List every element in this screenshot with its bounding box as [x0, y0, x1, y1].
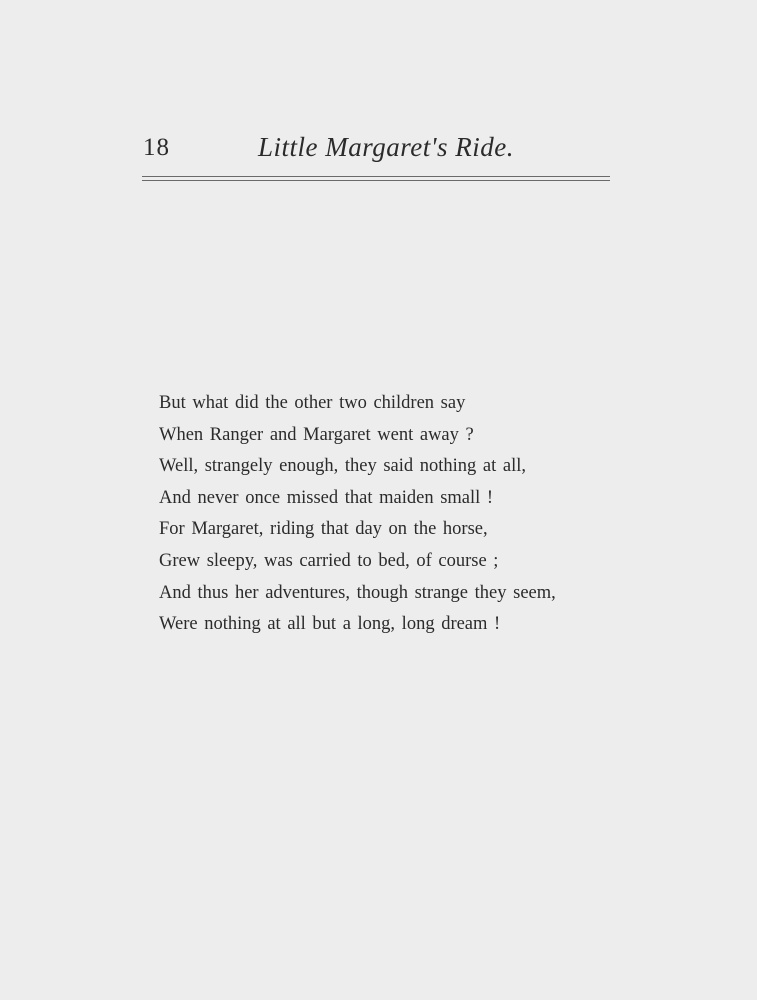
poem-line: And thus her adventures, though strange they seem, — [159, 582, 556, 603]
poem-line: Well, strangely enough, they said nothing at all, — [159, 456, 527, 477]
poem-line: Were nothing at all but a long, long dream ! — [159, 614, 501, 635]
header-rule-bottom — [142, 180, 610, 181]
page-number: 18 — [143, 134, 170, 161]
poem-stanza — [159, 388, 556, 641]
running-title: Little Margaret's Ride. — [258, 132, 515, 162]
poem-line: But what did the other two children say — [159, 393, 466, 413]
header-rule-top — [142, 176, 610, 177]
poem-line: For Margaret, riding that day on the horse, — [159, 519, 488, 540]
poem-line: And never once missed that maiden small ! — [159, 487, 494, 508]
poem-line: Grew sleepy, was carried to bed, of course ; — [159, 550, 499, 571]
poem-line: When Ranger and Margaret went away ? — [159, 424, 474, 445]
